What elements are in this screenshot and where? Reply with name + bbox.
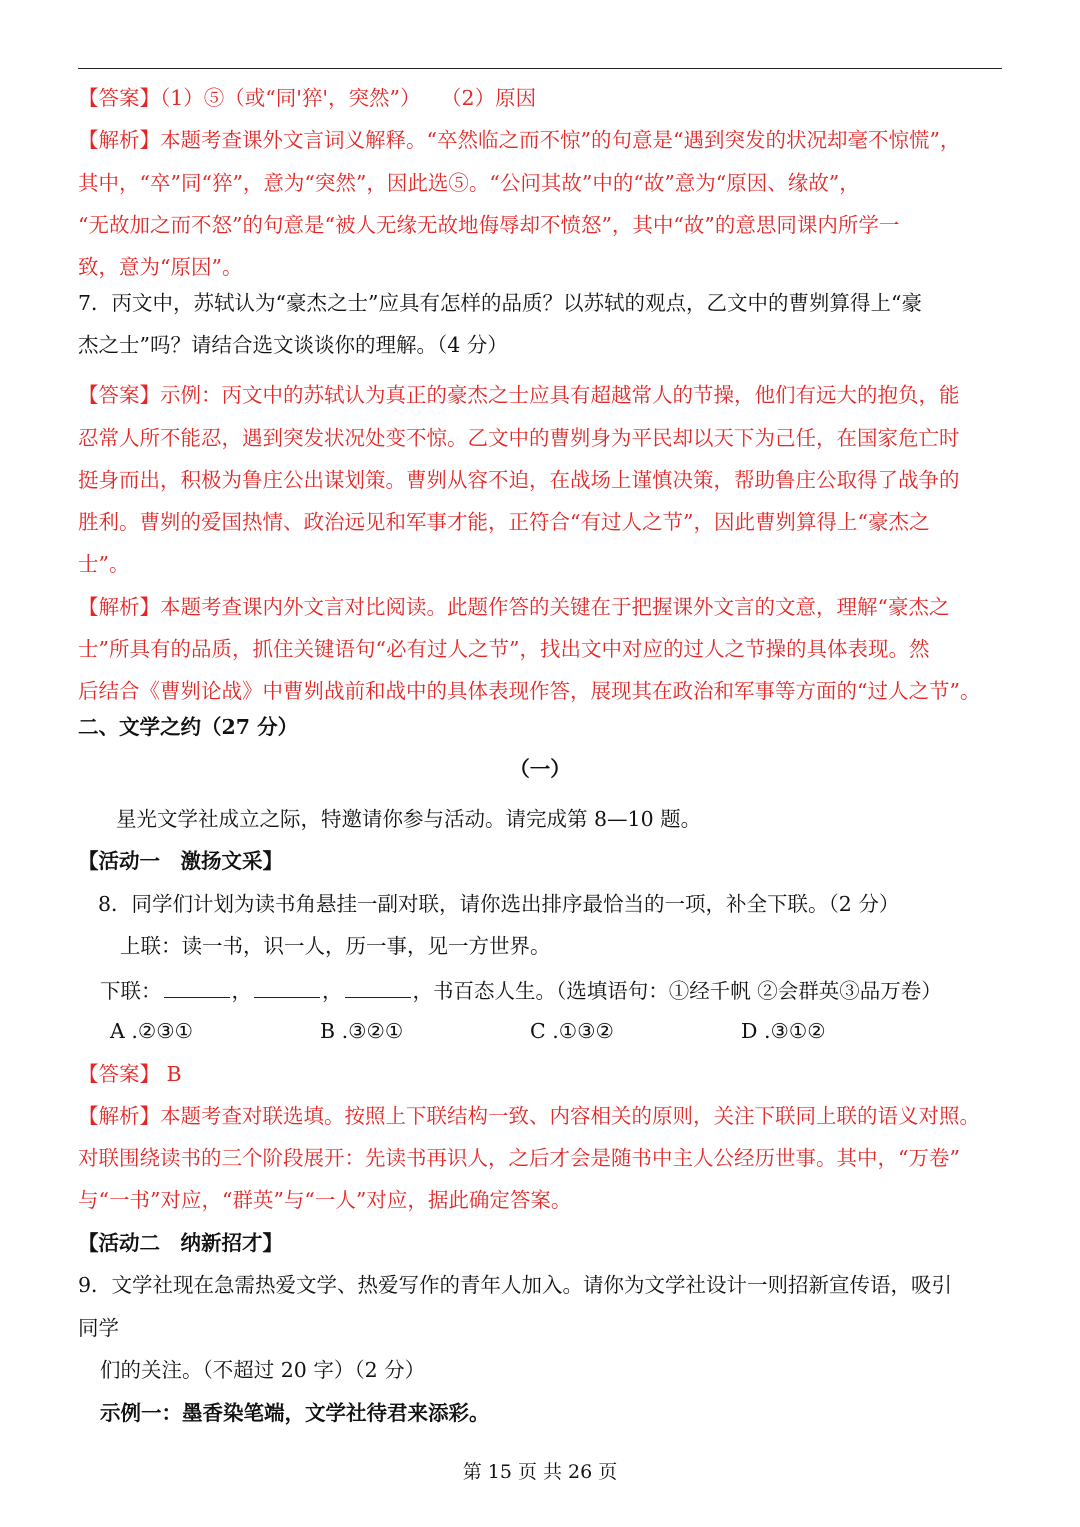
q7-answer-line: 胜利。曹刿的爱国热情、政治远见和军事才能，正符合“有过人之节”，因此曹刿算得上“豪杰之 [78,510,930,534]
q7-answer-line: 忍常人所不能忍，遇到突发状况处变不惊。乙文中的曹刿身为平民却以天下为己任，在国家危亡时 [78,426,960,450]
q9-question-line: 们的关注。（不超过 20 字）（2 分） [100,1358,426,1382]
q8-answer: 【答案】 B [78,1062,182,1086]
section-intro: 星光文学社成立之际，特邀请你参与活动。请完成第 8—10 题。 [116,807,702,831]
activity1-title: 【活动一 激扬文采】 [78,849,283,873]
activity2-title: 【活动二 纳新招才】 [78,1231,283,1255]
q8-analysis-line: 【解析】本题考查对联选填。按照上下联结构一致、内容相关的原则，关注下联同上联的语义对照。 [78,1104,980,1128]
q8-analysis-line: 对联围绕读书的三个阶段展开：先读书再识人，之后才会是随书中主人公经历世事。其中，“万卷” [78,1146,960,1170]
q8-analysis-line: 与“一书”对应，“群英”与“一人”对应，据此确定答案。 [78,1188,572,1212]
q6-answer: 【答案】（1）⑤（或“同'猝'，突然”） （2）原因 [78,86,537,110]
option-b: B .③②① [320,1019,404,1043]
q7-question-line: 杰之士”吗？请结合选文谈谈你的理解。（4 分） [78,333,508,357]
q7-analysis-line: 后结合《曹刿论战》中曹刿战前和战中的具体表现作答，展现其在政治和军事等方面的“过人之节”。 [78,679,981,703]
q7-analysis-line: 士”所具有的品质，抓住关键语句“必有过人之节”，找出文中对应的过人之节操的具体表现。然 [78,637,930,661]
option-c: C .①③② [530,1019,614,1043]
answer-blank [164,979,230,998]
couplet-lower-suffix: 书百态人生。（选填语句：①经千帆 ②会群英③品万卷） [433,979,942,1003]
q9-question-line: 9．文学社现在急需热爱文学、热爱写作的青年人加入。请你为文学社设计一则招新宣传语，吸引 [78,1273,953,1297]
page-number: 第 15 页 共 26 页 [462,1461,618,1483]
answer-blank [345,979,411,998]
q7-analysis-line: 【解析】本题考查课内外文言对比阅读。此题作答的关键在于把握课外文言的文意，理解“豪杰之 [78,595,950,619]
couplet-lower: 下联： ， ， ，书百态人生。（选填语句：①经千帆 ②会群英③品万卷） [100,979,942,1003]
couplet-upper: 上联：读一书，识一人，历一事，见一方世界。 [120,934,551,958]
q6-analysis-line: “无故加之而不怒”的句意是“被人无缘无故地侮辱却不愤怒”，其中“故”的意思同课内所学一 [78,213,900,237]
q7-question-line: 7．丙文中，苏轼认为“豪杰之士”应具有怎样的品质？以苏轼的观点，乙文中的曹刿算得上“豪 [78,291,922,315]
option-d: D .③①② [741,1019,826,1043]
q6-analysis-line: 【解析】本题考查课外文言词义解释。“卒然临之而不惊”的句意是“遇到突发的状况却毫不惊慌”， [78,128,961,152]
q7-answer-line: 挺身而出，积极为鲁庄公出谋划策。曹刿从容不迫，在战场上谨慎决策，帮助鲁庄公取得了战争的 [78,468,960,492]
top-rule [78,68,1002,69]
q9-question-line: 同学 [78,1316,119,1340]
section-subtitle: （一） [509,757,571,781]
section-title: 二、文学之约（27 分） [78,715,299,739]
q6-analysis-line: 致，意为“原因”。 [78,255,243,279]
q8-question: 8．同学们计划为读书角悬挂一副对联，请你选出排序最恰当的一项，补全下联。（2 分） [98,892,900,916]
q7-answer-line: 【答案】示例：丙文中的苏轼认为真正的豪杰之士应具有超越常人的节操，他们有远大的抱负，能 [78,383,960,407]
q6-analysis-line: 其中，“卒”同“猝”，意为“突然”，因此选⑤。“公问其故”中的“故”意为“原因、缘故”， [78,171,860,195]
option-a: A .②③① [110,1019,193,1043]
q7-answer-line: 士”。 [78,552,130,576]
couplet-lower-prefix: 下联： [100,979,162,1003]
answer-blank [254,979,320,998]
q9-example: 示例一：墨香染笔端，文学社待君来添彩。 [100,1401,490,1425]
